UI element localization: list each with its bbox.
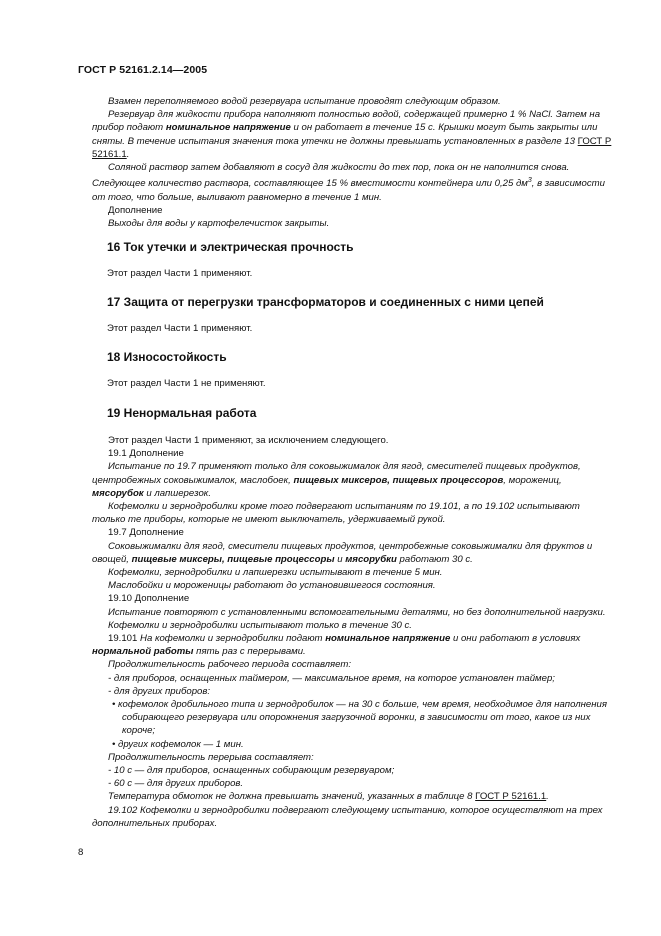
subclause-19-101: 19.101 На кофемолки и зернодробилки подают номинальное напряжение и они работают в условиях нормальной работы пять раз с перерывами.	[92, 633, 581, 658]
bullet-item: • других кофемолок — 1 мин.	[112, 738, 244, 750]
paragraph: Испытание по 19.7 применяют только для соковыжималок для ягод, смесителей пищевых продуктов, центробежных соковыжималок, маслобоек, пищевых миксеров, пищевых процессоров, морожениц, мясорубок и лапшерезок.	[92, 461, 581, 499]
paragraph: Испытание повторяют с установленными вспомогательными деталями, но без дополнительной нагрузки.	[108, 606, 606, 618]
bullet-icon: •	[112, 738, 119, 750]
page-number: 8	[78, 847, 84, 858]
list-item: - 60 с — для других приборов.	[108, 778, 244, 790]
section-19-body	[92, 434, 614, 830]
section-16-text: Этот раздел Части 1 применяют.	[107, 268, 253, 279]
gost-reference-link[interactable]: ГОСТ Р 52161.1	[475, 791, 547, 803]
list-item: - для приборов, оснащенных таймером, — максимальное время, на которое установлен таймер;	[108, 672, 555, 684]
paragraph: Кофемолки и зернодробилки кроме того подвергают испытаниям по 19.101, а по 19.102 испытывают только те приборы, которые не имеют выключатель, удерживаемый рукой.	[92, 501, 580, 526]
paragraph-label: Дополнение	[108, 204, 163, 216]
subclause-19-10: 19.10 Дополнение	[108, 593, 190, 605]
section-17-text: Этот раздел Части 1 применяют.	[107, 323, 253, 334]
document-code-header: ГОСТ Р 52161.2.14—2005	[78, 64, 208, 76]
water-test-block	[92, 95, 614, 230]
subclause-19-7: 19.7 Дополнение	[108, 527, 184, 539]
paragraph: Температура обмоток не должна превышать значений, указанных в таблице 8 ГОСТ Р 52161.1.	[108, 791, 549, 803]
paragraph: Кофемолки, зернодробилки и лапшерезки испытывают в течение 5 мин.	[108, 567, 443, 579]
paragraph: Маслобойки и мороженицы работают до установившегося состояния.	[108, 580, 436, 592]
section-18-text: Этот раздел Части 1 не применяют.	[107, 378, 266, 389]
section-18-heading: 18 Износостойкость	[107, 350, 227, 364]
paragraph: Кофемолки и зернодробилки испытывают только в течение 30 с.	[108, 619, 412, 631]
paragraph: Этот раздел Части 1 применяют, за исключением следующего.	[108, 435, 389, 446]
subclause-19-1: 19.1 Дополнение	[108, 448, 184, 460]
bullet-icon: •	[112, 699, 119, 711]
gost-reference-link[interactable]: ГОСТ Р 52161.1	[92, 135, 612, 160]
paragraph: Выходы для воды у картофелечисток закрыты.	[108, 218, 330, 230]
subclause-19-102: 19.102 Кофемолки и зернодробилки подвергают следующему испытанию, которое осуществляют на трех дополнительных приборах.	[92, 804, 603, 829]
paragraph: Продолжительность рабочего периода составляет:	[108, 659, 352, 671]
section-17-heading: 17 Защита от перегрузки трансформаторов и соединенных с ними цепей	[107, 295, 544, 309]
section-19-heading: 19 Ненормальная работа	[107, 406, 257, 420]
bullet-item: • кофемолок дробильного типа и зернодробилок — на 30 с больше, чем время, необходимое для наполнения собирающего резервуара или опорожнения загрузочной воронки, в зависимости от того, какое из них короче;	[112, 699, 607, 737]
paragraph: Соковыжималки для ягод, смесители пищевых продуктов, центробежные соковыжималки для фруктов и овощей, пищевые миксеры, пищевые процессоры и мясорубки работают 30 с.	[92, 540, 593, 565]
list-item: - 10 с — для приборов, оснащенных собирающим резервуаром;	[108, 765, 395, 777]
paragraph: Соляной раствор затем добавляют в сосуд для жидкости до тех пор, пока он не наполнится снова. Следующее количество раствора, составляющее 15 % вместимости контейнера или 0,25 $дм^3$, в зависимости от того, что больше, выливают равномерно в течение 1 мин.	[92, 162, 605, 203]
paragraph: Резервуар для жидкости прибора наполняют полностью водой, содержащей примерно 1 % NaCl. Затем на прибор подают номинальное напряжение и он работает в течение 15 с. Крышки могут быть закрыты или сняты. В течение испытания значения тока утечки не должны превышать установленных в разделе 13 ГОСТ Р 52161.1.	[92, 109, 612, 160]
section-16-heading: 16 Ток утечки и электрическая прочность	[107, 240, 354, 254]
list-item: - для других приборов:	[108, 685, 211, 697]
paragraph: Продолжительность перерыва составляет:	[108, 751, 314, 763]
paragraph: Взамен переполняемого водой резервуара испытание проводят следующим образом.	[108, 96, 501, 107]
